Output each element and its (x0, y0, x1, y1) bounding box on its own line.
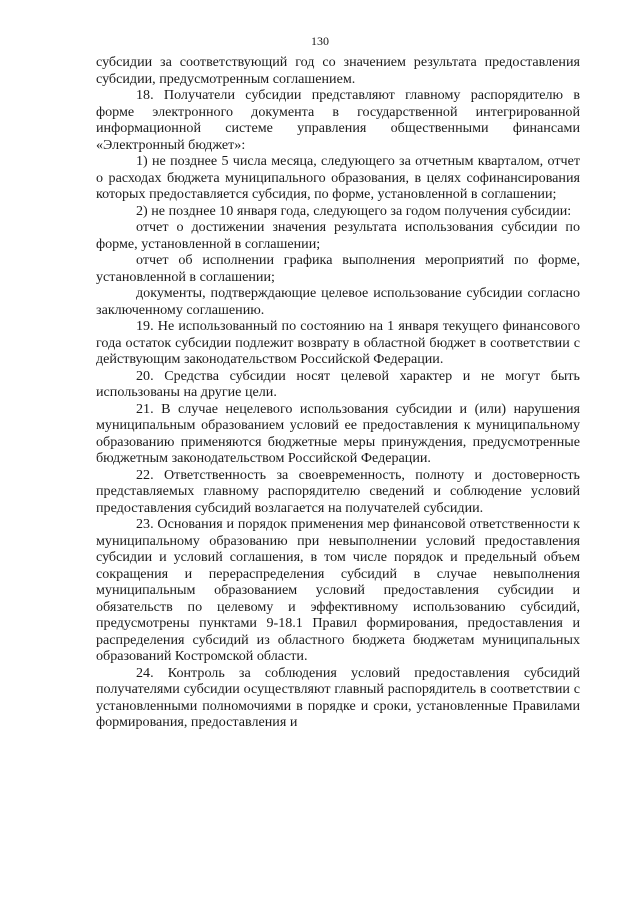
paragraph-18: 18. Получатели субсидии представляют главному распорядителю в форме электронного документа в государственной интегрированной информационной системе управления общественными финансами «Электронный бюджет»: (96, 87, 580, 153)
paragraph-18-documents: документы, подтверждающие целевое использование субсидии согласно заключенному соглашению. (96, 285, 580, 318)
paragraph-20: 20. Средства субсидии носят целевой характер и не могут быть использованы на другие цели. (96, 367, 580, 400)
paragraph-24: 24. Контроль за соблюдения условий предоставления субсидий получателями субсидии осуществляют главный распорядитель в соответствии с установленными полномочиями в порядке и сроки, установленные Правилами формирования, предоставления и (96, 664, 580, 730)
paragraph-18-report-result: отчет о достижении значения результата использования субсидии по форме, установленной в соглашении; (96, 219, 580, 252)
paragraph-18-report-schedule: отчет об исполнении графика выполнения мероприятий по форме, установленной в соглашении; (96, 252, 580, 285)
paragraph-22: 22. Ответственность за своевременность, полноту и достоверность представляемых главному распорядителю сведений и соблюдение условий предоставления субсидий возлагается на получателей субсидии. (96, 466, 580, 516)
paragraph-23: 23. Основания и порядок применения мер финансовой ответственности к муниципальному образованию при невыполнении условий предоставления субсидии и условий соглашения, в том числе порядок и предельный объем сокращения и перераспределения субсидий в случае невыполнения муниципальным образованием условий предоставления субсидии и обязательств по целевому и эффективному использованию субсидий, предусмотрены пунктами 9-18.1 Правил формирования, предоставления и распределения субсидий из областного бюджета бюджетам муниципальных образований Костромской области. (96, 516, 580, 664)
page-number: 130 (311, 34, 329, 48)
paragraph-18-item-1: 1) не позднее 5 числа месяца, следующего за отчетным кварталом, отчет о расходах бюджета муниципального образования, в целях софинансирования которых предоставляется субсидия, по форме, установленной в соглашении; (96, 153, 580, 202)
paragraph-continuation: субсидии за соответствующий год со значением результата предоставления субсидии, предусмотренным соглашением. (96, 54, 580, 87)
document-body (96, 54, 580, 731)
paragraph-18-item-2: 2) не позднее 10 января года, следующего за годом получения субсидии: (136, 202, 572, 219)
paragraph-19: 19. Не использованный по состоянию на 1 января текущего финансового года остаток субсидии подлежит возврату в областной бюджет в соответствии с действующим законодательством Российской Федерации. (96, 318, 580, 367)
paragraph-21: 21. В случае нецелевого использования субсидии и (или) нарушения муниципальным образованием условий ее предоставления к муниципальному образованию применяются бюджетные меры принуждения, предусмотренные бюджетным законодательством Российской Федерации. (96, 400, 580, 466)
